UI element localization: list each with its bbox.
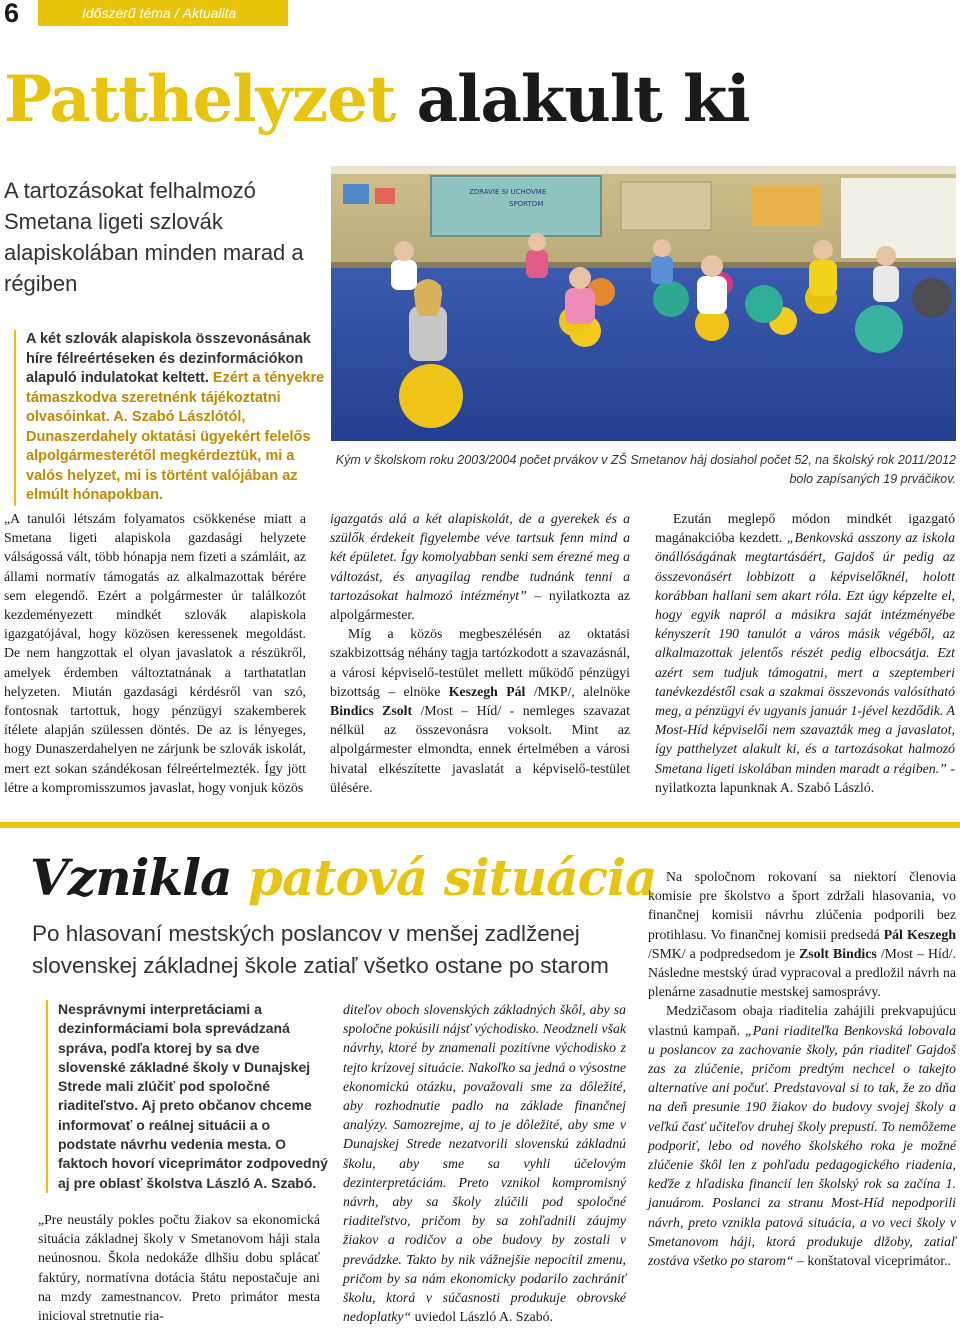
sk-col3-text-c: /Most – Híd/. Následne mestský úrad vypracoval a predložil návrh na plenárne zasadnutie mestskej samosprávy. [648, 945, 956, 1000]
hu-lead-text: A két szlovák alapiskola összevonásának híre félreértéseken és dezinformációkon alapuló indulatokat keltett. [26, 331, 311, 386]
sk-col3-attribution: – konštatoval viceprimátor.. [793, 1253, 951, 1269]
hu-article-subtitle: A tartozásokat felhalmozó Smetana ligeti szlovák alapiskolában minden marad a régiben [4, 178, 304, 296]
photo-ball-teal-1 [653, 281, 689, 317]
section-divider [0, 822, 960, 828]
sk-body-column-2 [343, 1000, 626, 1326]
photo-poster-1 [343, 184, 369, 204]
photo-ball-grey [912, 278, 952, 318]
sk-article-title [30, 848, 657, 907]
sk-article-lead: Nesprávnymi interpretáciami a dezinformáciami bola sprevádzaná správa, podľa ktorej by sa dve slovenské základné školy v Dunajskej Strede mali zlúčiť pod spoločné riaditeľstvo. Aj preto občanov chceme informovať o reálnej situácii a o podstate návrhu vedenia mesta. O faktoch hovorí viceprimátor zodpovedný aj pre oblasť školstva László A. Szabó. [46, 1000, 330, 1193]
photo-board-text-2: SPORTOM [509, 200, 544, 208]
photo-child-4 [809, 240, 837, 296]
photo-skirting [331, 262, 956, 268]
hu-col2-name-bindics: Bindics Zsolt [330, 703, 413, 719]
hu-col2-attribution: – nyilatkozta az alpolgármester. [330, 587, 630, 623]
hu-col3-attribution: -nyilatkozta lapunknak A. Szabó László. [655, 760, 955, 795]
photo-child-2 [565, 267, 595, 324]
sk-col3-text-a: Na spoločnom rokovaní sa niektorí členovia komisie pre školstvo a šport zdržali hlasovania, vo finančnej komisii návrhu zlúčenia podporili bez protihlasu. Vo finančnej komisii predsedá [648, 869, 956, 942]
sk-col3-text-b: /SMK/ a podpredsedom je [648, 945, 800, 961]
hu-col2-text-a: Míg a közös megbeszélésén az oktatási szakbizottság néhány tagja tartózkodott a szavazásnál, a városi képviselő-testület mellett működő pénzügyi bizottság – elnöke [330, 626, 630, 699]
classroom-photo [331, 166, 956, 441]
photo-caption: Kým v školskom roku 2003/2004 počet prvákov v ZŠ Smetanov háj dosiahol počet 52, na školský rok 2011/2012 bolo zapísaných 19 prváčikov. [335, 453, 956, 486]
hu-col2-text-b: /MKP/, alelnöke [525, 683, 631, 699]
hu-col2-name-keszegh: Keszegh Pál [448, 683, 526, 699]
classroom-photo-illustration [331, 166, 956, 441]
sk-col3-name-keszegh: Pál Keszegh [883, 926, 957, 942]
hu-col3-text-a: Ezután meglepő módon mindkét igazgató magánakcióba kezdett. [655, 511, 955, 546]
section-category: Időszerű téma [82, 5, 171, 21]
hu-article-lead [14, 330, 326, 506]
sk-col3-text-d: Medzičasom obaja riaditelia zahájili prekvapujúcu vlastnú kampaň. [648, 1003, 956, 1038]
photo-child-6 [526, 233, 548, 278]
photo-child-1 [409, 279, 447, 361]
photo-child-8 [651, 239, 673, 284]
photo-child-5 [391, 241, 417, 290]
photo-poster-2 [375, 188, 395, 204]
photo-board-text-1: ZDRAVIE SI UCHOVME [469, 188, 547, 196]
hu-col2-quote: igazgatás alá a két alapiskolát, de a gyerekek és a szülők érdekeit figyelembe véve tartsuk fenn mind a két épületet. Így komolyabban senki sem érezné meg a változást, és anyagilag rendbe tudnánk tenni a tartozásokat halmozó intézményt” [330, 511, 630, 603]
hu-title-part1: Patthelyzet [4, 62, 396, 137]
sk-col3-name-bindics: Zsolt Bindics [799, 945, 877, 961]
hu-col2-text-c: /Most – Híd/ - nemleges szavazat nélkül az összevonásra voksolt. Mint az alpolgármester elmondta, ennek értelmében a városi hivatal elkészítette javaslatát a képviselő-testület ülésére. [330, 703, 630, 795]
sk-col2-attribution: uviedol László A. Szabó. [411, 1309, 553, 1325]
hu-title-part2: alakult ki [416, 62, 750, 137]
hu-body-column-3 [655, 509, 955, 797]
hu-body-column-1: „A tanulói létszám folyamatos csökkenése miatt a Smetana ligeti alapiskola gazdasági helyzete válságossá vált, több hónapja nem fizeti a számláit, az állami normatív támogatás az alkalmazottak bérére sem elegendő. Ezért a polgármester úr találkozót kezdeményezett mindkét szlovák alapiskola igazgatójával, hogy közösen keressenek megoldást. De nem hangzottak el olyan javaslatok a részükről, amelyek érdemben változtatnának a tarthatatlan helyzeten. Miután gazdasági kérdésről van szó, fontosnak tartottuk, hogy pénzügyi szakemberek ítélete alapján szülessen döntés. De az is lényeges, hogy Dunaszerdahelyen ne zárjunk be szlovák iskolát, mert ezt sokan szándékosan félreértelmezték. Így jött létre a kompromisszumos javaslat, hogy vonjuk közös [4, 511, 306, 795]
photo-ball-teal-2 [745, 285, 783, 323]
hu-body-column-2 [330, 509, 630, 797]
section-separator: / [174, 5, 179, 21]
section-subcategory: Aktualita [182, 5, 237, 21]
hu-article-title [4, 62, 750, 137]
sk-title-part1: Vznikla [30, 848, 232, 907]
page-number: 6 [4, 0, 20, 28]
photo-child-3 [697, 255, 727, 314]
photo-poster-4 [751, 186, 821, 226]
sk-col2-quote: diteľov oboch slovenských základných škôl, aby sa spoločne pokúsili nájsť východisko. Neodzneli však návrhy, ktoré by znamenali pozitívne východisko z tejto krízovej situácie. Nakoľko sa jedná o výsostne ekonomickú otázku, považovali sme za dôležité, aby rozhodnutie padlo na základe finančnej analýzy. Samozrejme, aj to je dôležité, aby sme v Dunajskej Strede nezatvorili slovenskú základnú školu, aby sme sa vyhli účelovým dezinterpretáciám. Preto vznikol kompromisný návrh, aby sa školy zlúčili pod spoločné riaditeľstvo, pričom by sa zohľadnili záujmy žiakov a rodičov a obe budovy by zostali v prevádzke. Takto by nik vážnejšie nepocítil zmenu, pričom by sa nám ekonomicky podarilo zachrániť školu, ktorá v súčasnosti produkuje obrovské nedoplatky“ [343, 1002, 626, 1325]
sk-article-subtitle: Po hlasovaní mestských poslancov v menšej zadlženej slovenskej základnej škole zatiaľ všetko ostane po starom [32, 921, 609, 978]
photo-ball-teal-3 [855, 305, 903, 353]
photo-window [841, 178, 956, 258]
sk-title-part2: patová situácia [248, 848, 657, 907]
photo-child-7 [873, 246, 899, 302]
hu-col3-quote: „Benkovská asszony az iskola önállóságának megtartásáért, Gajdoš úr pedig az összevonásért lobbizott a képviselőknél, holott korábban hallani sem akart róla. Ezt úgy képzelte el, hogy egyik napról a másikra saját intézményébe kényszerít 190 tanulót a város másik végéből, az alkalmazottak jelentős részét pedig elbocsátja. Ezt azért sem tudjuk támogatni, mert a szeptemberi tanévkezdéstől csak a szakmai összevonás valósítható meg, a pénzügyi év ugyanis január 1-jével kezdődik. A Most-Híd képviselői nem szavazták meg a javaslatot, így patthelyzet alakult ki, és a tartozásokat halmozó Smetana ligeti iskolában minden maradt a régiben.” [655, 530, 955, 776]
photo-ceiling-strip [331, 166, 956, 174]
sk-col3-quote: „Pani riaditeľka Benkovská lobovala u poslancov za zachovanie školy, pán riaditeľ Gajdoš zas za zlúčenie, pričom predtým nechcel o takejto alternatíve ani počuť. Predstavoval si to tak, že zo dňa na deň presunie 190 žiakov do budovy svojej školy a veľkú časť učiteľov druhej školy prepustí. To nemôžeme podporiť, lebo od nového školského roka je možné zlúčenie škôl len z pohľadu pedagogického riadenia, keďže z hľadiska financií len školský rok sa začína 1. januárom. Poslanci za stranu Most-Híd nepodporili návrh, preto vznikla patová situácia, a vo veci školy v Smetanovom háji, ktorá produkuje dlžoby, zatiaľ zostáva všetko po starom“ [648, 1022, 956, 1269]
photo-poster-3 [621, 182, 711, 230]
photo-ball-yellow-1 [399, 364, 463, 428]
sk-body-column-1: „Pre neustály pokles počtu žiakov sa ekonomická situácia základnej školy v Smetanovom háji stala neúnosnou. Škola nedokáže dlhšiu dobu splácať faktúry, normatívna dotácia štátu nepostačuje ani na mzdy zamestnancov. Preto primátor mesta inicioval stretnutie ria- [38, 1212, 320, 1324]
sk-body-column-3 [648, 867, 956, 1270]
section-header-bar [38, 0, 288, 26]
hu-lead-highlight: Ezért a tényekre támaszkodva szeretnénk tájékoztatni olvasóinkat. A. Szabó Lászlótól, Dunaszerdahely oktatási ügyekért felelős alpolgármesterétől megkérdeztük, mi a valós helyzet, mi is történt valójában az elmúlt hónapokban. [26, 370, 325, 503]
